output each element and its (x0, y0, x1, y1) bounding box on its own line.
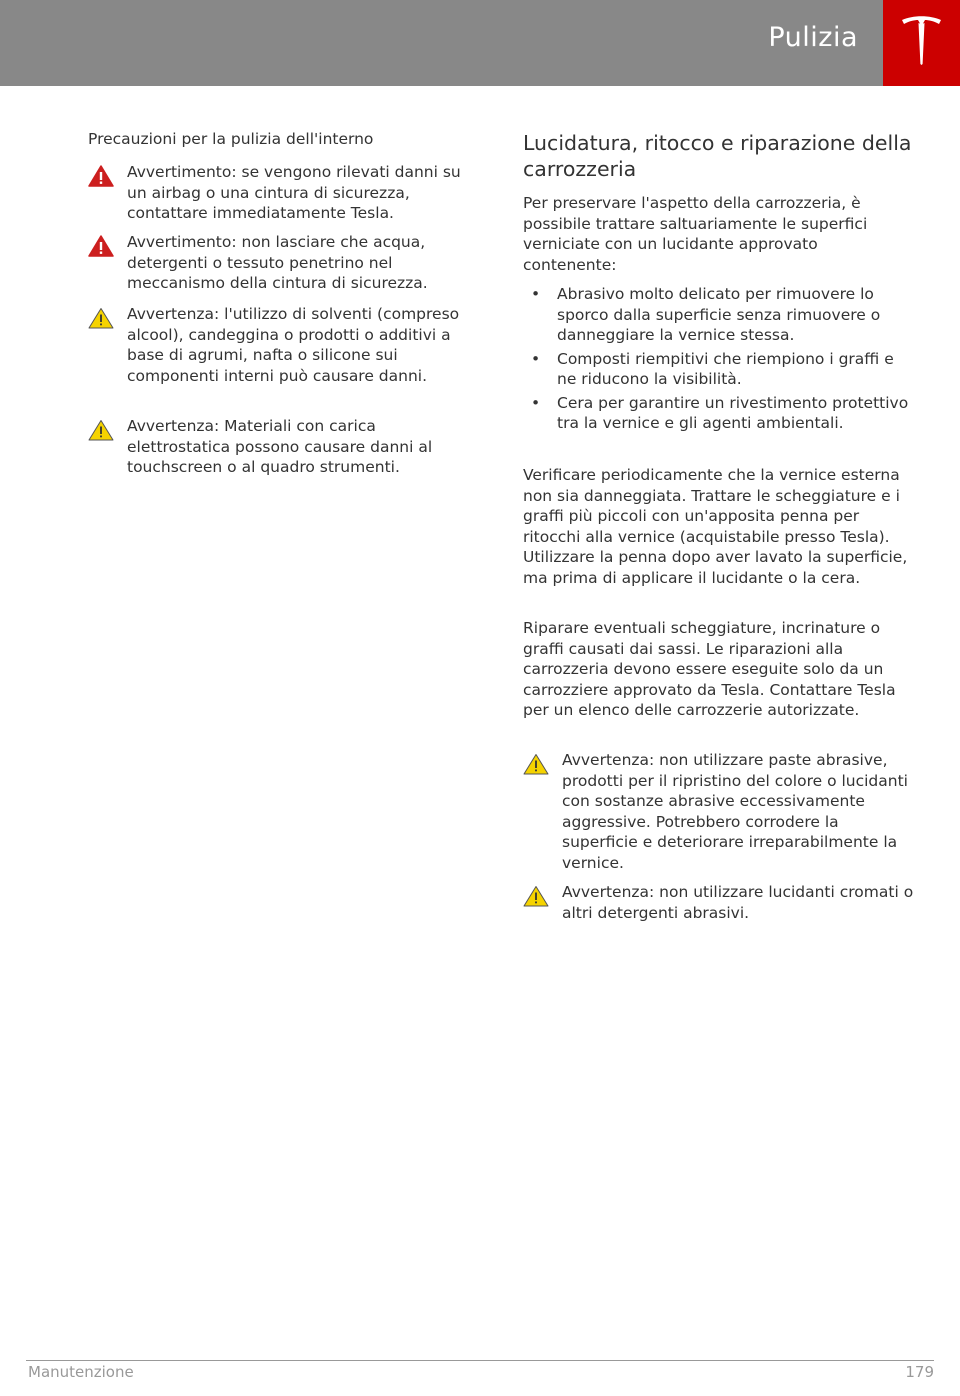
notice-text: Avvertenza: non utilizzare lucidanti cromati o altri detergenti abrasivi. (562, 883, 914, 922)
warning-red-icon (88, 165, 114, 187)
bullet-glyph: • (531, 349, 541, 368)
body-paragraph: Riparare eventuali scheggiature, incrinature o graffi causati dai sassi. Le riparazioni alla carrozzeria devono essere eseguite solo da un carrozziere approvato da Tesla. Contattare Tesla per un elenco delle carrozzerie autorizzate. (523, 619, 896, 719)
logo-box (883, 0, 960, 86)
bullet-glyph: • (531, 285, 541, 303)
caution-yellow-icon (88, 419, 114, 441)
caution-notice (523, 750, 915, 873)
list-item (523, 284, 915, 346)
page-header (0, 0, 960, 86)
warning-notice (88, 162, 480, 224)
list-item (523, 349, 915, 390)
notice-text: Avvertimento: se vengono rilevati danni su un airbag o una cintura di sicurezza, contattare immediatamente Tesla. (127, 163, 461, 222)
warning-notice (88, 232, 480, 294)
page-title: Pulizia (768, 22, 858, 53)
caution-notice (523, 882, 915, 923)
footer-divider (26, 1360, 934, 1361)
page-number: 179 (905, 1363, 934, 1381)
list-item (523, 393, 915, 434)
notice-text: Avvertenza: Materiali con carica elettrostatica possono causare danni al touchscreen o al quadro strumenti. (127, 417, 433, 476)
caution-yellow-icon (523, 753, 549, 775)
warning-red-icon (88, 235, 114, 257)
footer-section: Manutenzione (28, 1363, 134, 1381)
section-heading: Lucidatura, ritocco e riparazione della carrozzeria (523, 131, 912, 181)
intro-paragraph: Per preservare l'aspetto della carrozzeria, è possibile trattare saltuariamente le superfici verniciate con un lucidante approvato contenente: (523, 194, 868, 274)
caution-yellow-icon (88, 307, 114, 329)
list-item-text: Composti riempitivi che riempiono i graffi e ne riducono la visibilità. (557, 349, 894, 388)
tesla-logo-icon (901, 14, 942, 66)
notice-text: Avvertenza: non utilizzare paste abrasive, prodotti per il ripristino del colore o lucidanti con sostanze abrasive eccessivamente aggressive. Potrebbero corrodere la superficie e deteriorare irreparabilmente la vernice. (562, 751, 908, 872)
bullet-list (523, 284, 915, 437)
list-item-text: Cera per garantire un rivestimento protettivo tra la vernice e gli agenti ambientali. (557, 393, 909, 432)
list-item-text: Abrasivo molto delicato per rimuovere lo sporco dalla superficie senza rimuovere o danneggiare la vernice stessa. (557, 285, 881, 344)
section-subheading: Precauzioni per la pulizia dell'interno (88, 130, 374, 148)
notice-text: Avvertimento: non lasciare che acqua, detergenti o tessuto penetrino nel meccanismo della cintura di sicurezza. (127, 233, 428, 292)
notice-text: Avvertenza: l'utilizzo di solventi (compreso alcool), candeggina o prodotti o additivi a base di agrumi, nafta o silicone sui componenti interni può causare danni. (127, 305, 460, 385)
caution-notice (88, 416, 480, 478)
body-paragraph: Verificare periodicamente che la vernice esterna non sia danneggiata. Trattare le scheggiature e i graffi più piccoli con un'apposita penna per ritocchi alla vernice (acquistabile presso Tesla). Utilizzare la penna dopo aver lavato la superficie, ma prima di applicare il lucidante o la cera. (523, 466, 908, 587)
caution-notice (88, 304, 480, 386)
bullet-glyph: • (531, 393, 541, 412)
caution-yellow-icon (523, 885, 549, 907)
